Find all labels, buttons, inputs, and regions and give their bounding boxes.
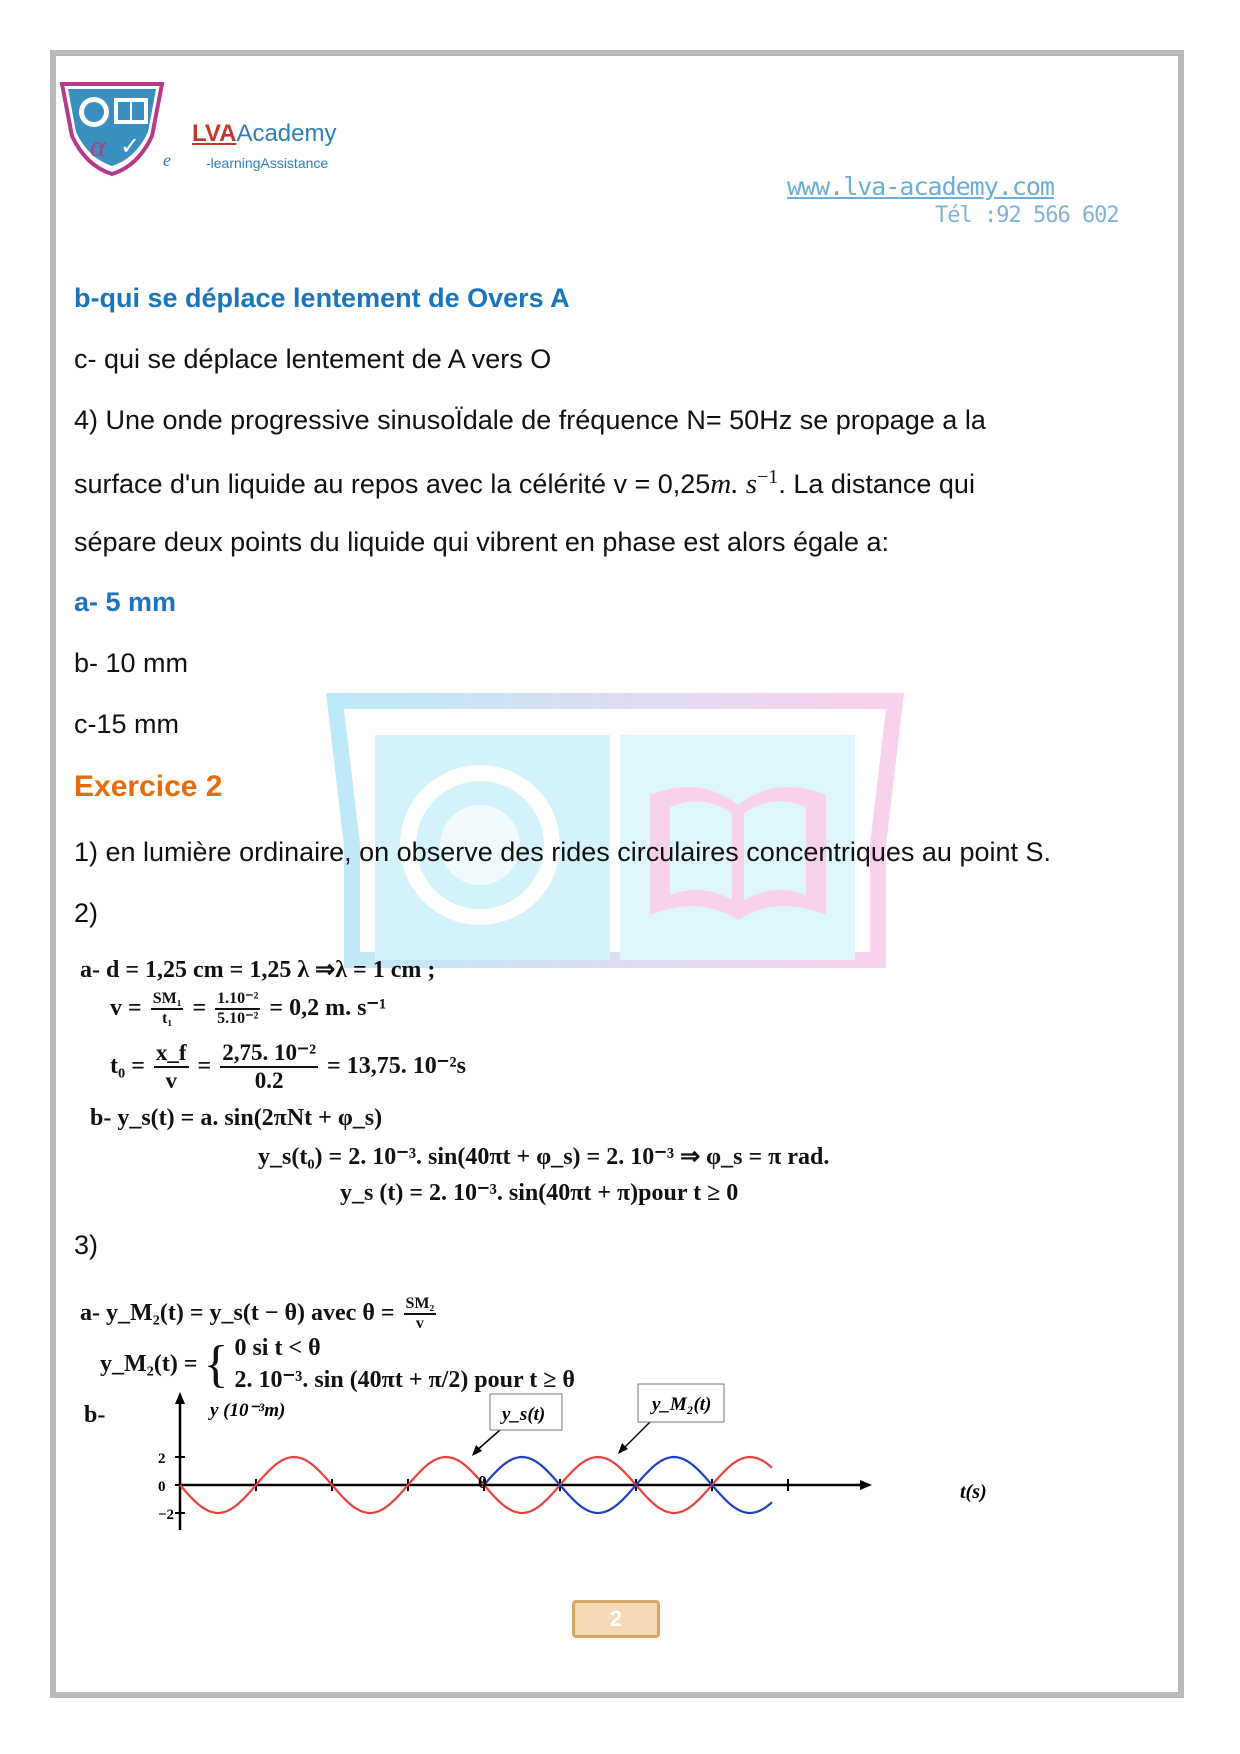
q3-option-b: b-qui se déplace lentement de Overs A	[74, 283, 570, 313]
q4-text-line3: sépare deux points du liquide qui vibrent en phase est alors égale a:	[74, 527, 890, 557]
q4-answer-a: a- 5 mm	[74, 587, 177, 617]
y-tick-label: −2	[158, 1507, 175, 1523]
svg-text:✓: ✓	[120, 134, 141, 160]
math-line-d: a- d = 1,25 cm = 1,25 λ ⇒λ = 1 cm ;	[80, 957, 436, 983]
brand-e-letter: e	[163, 150, 171, 170]
y-axis-label: y (10⁻³m)	[210, 1400, 286, 1421]
q4-text-line2: surface d'un liquide au repos avec la célérité v = 0,25m. $s^{-1}$. La distance qui	[74, 466, 975, 500]
x-axis-label: t(s)	[960, 1481, 987, 1503]
phone-number: Tél :92 566 602	[935, 203, 1119, 228]
math-line-ys-final: y_s (t) = 2. 10⁻³. sin(40πt + π)pour t ≥ 0	[340, 1180, 739, 1206]
y-tick-label: 0	[158, 1479, 166, 1495]
math-line-b: b-	[84, 1402, 106, 1428]
watermark-logo-icon	[330, 695, 900, 960]
svg-text:y_M₂(t): y_M₂(t)	[652, 1394, 712, 1415]
q4-answer-b: b- 10 mm	[74, 648, 189, 678]
q4-answer-c: c-15 mm	[74, 709, 180, 739]
svg-text:y_s(t): y_s(t)	[502, 1404, 546, 1425]
math-line-ys-t0: y_s(t₀) = 2. 10⁻³. sin(40πt + φ_s) = 2. 10⁻³ ⇒ φ_s = π rad.	[258, 1144, 830, 1170]
wave-chart	[160, 1390, 1010, 1540]
ex2-q3-label: 3)	[74, 1230, 99, 1260]
math-line-ym2: a- y_M₂(t) = y_s(t − θ) avec θ = $\frac{\text{SM₂}}{v}$	[80, 1295, 435, 1333]
exercise-2-title: Exercice 2	[74, 770, 223, 803]
legend-ym2	[638, 1384, 724, 1422]
ex2-q1-text: 1) en lumière ordinaire, on observe des rides circulaires concentriques au point S.	[74, 837, 1052, 867]
math-line-t0: t₀ = $\frac{x\_f}{v}$ = $\frac{\text{2,75. 10⁻²}}{0.2}$ = 13,75. 10⁻²s	[110, 1040, 466, 1094]
math-line-ys: b- y_s(t) = a. sin(2πNt + φ_s)	[90, 1105, 383, 1131]
q3-option-c: c- qui se déplace lentement de A vers O	[74, 344, 552, 374]
y-tick-label: 2	[158, 1451, 166, 1467]
website-link[interactable]: www.lva-academy.com	[787, 172, 1054, 201]
q4-text-line1: 4) Une onde progressive sinusoÏdale de fréquence N= 50Hz se propage a la	[74, 405, 986, 435]
math-line-v: v = $\frac{\text{SM₁}}{\text{t₁}}$ = $\frac{\text{1.10⁻²}}{\text{5.10⁻²}}$ = 0,2 m. s⁻¹	[110, 990, 387, 1028]
legend-ym2-arrow	[622, 1422, 650, 1450]
lva-logo-icon	[58, 80, 166, 176]
page-number: 2	[572, 1600, 660, 1638]
svg-text:α: α	[90, 130, 106, 163]
ex2-q2-label: 2)	[74, 898, 99, 928]
brand-name: LVAAcademy	[192, 120, 337, 147]
legend-ys	[490, 1394, 562, 1430]
brand-tagline: -learningAssistance	[206, 155, 329, 171]
math-line-ym2-cases: y_M₂(t) = { 0 si t < θ 2. 10⁻³. sin (40πt + π/2) pour t ≥ θ	[100, 1335, 575, 1394]
theta-label: θ	[478, 1473, 487, 1492]
